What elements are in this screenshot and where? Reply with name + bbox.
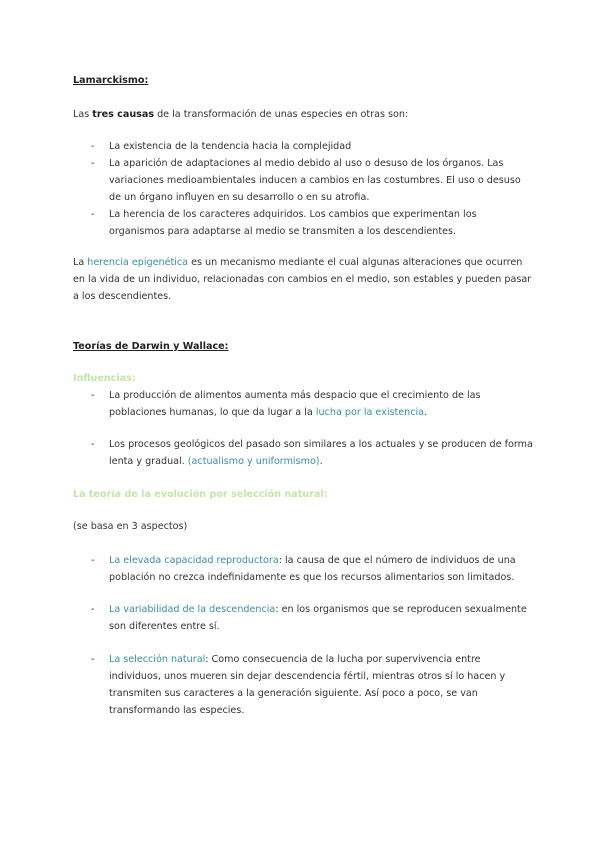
epigenetic-paragraph xyxy=(73,254,533,305)
cause-text: La aparición de adaptaciones al medio debido al uso o desuso de los órganos. Las variaciones medioambientales inducen a cambios en las costumbres. El uso o desuso de un órgano influyen en su desarrollo o en su atrofia. xyxy=(109,158,521,203)
three-causes-intro xyxy=(73,106,533,123)
dash-bullet: - xyxy=(91,555,95,566)
influence-text: Los procesos geológicos del pasado son similares a los actuales y se producen de forma lenta y gradual. xyxy=(109,439,533,467)
intro-text-end: de la transformación de unas especies en otras son: xyxy=(154,109,409,120)
causes-list xyxy=(73,138,533,240)
influence-text: La producción de alimentos aumenta más despacio que el crecimiento de las poblaciones humanas, lo que da lugar a la xyxy=(109,390,481,418)
aspect-text: : la causa de que el número de individuos de una población no crezca indefinidamente es que los recursos alimentarios son limitados. xyxy=(109,555,516,583)
list-item xyxy=(73,155,533,206)
intro-text: Las xyxy=(73,109,93,120)
variability-term: La variabilidad de la descendencia xyxy=(109,604,276,615)
influences-label: Influencias: xyxy=(73,373,136,384)
dash-bullet: - xyxy=(91,390,95,401)
darwin-wallace-heading: Teorías de Darwin y Wallace: xyxy=(73,341,229,352)
dash-bullet: - xyxy=(91,654,95,665)
cause-text: La existencia de la tendencia hacia la complejidad xyxy=(109,141,352,152)
list-item xyxy=(73,552,533,586)
list-item xyxy=(73,387,533,421)
list-item xyxy=(73,206,533,240)
reproductive-capacity-term: La elevada capacidad reproductora xyxy=(109,555,279,566)
lamarckism-heading: Lamarckismo: xyxy=(73,75,149,86)
dash-bullet: - xyxy=(91,439,95,450)
natural-selection-term: La selección natural xyxy=(109,654,206,665)
list-item xyxy=(73,651,533,719)
influence-text-end: . xyxy=(319,456,323,467)
epi-text-end: es un mecanismo mediante el cual algunas alteraciones que ocurren en la vida de un individuo, relacionadas con cambios en el medio, son estables y pueden pasar a los descendientes. xyxy=(73,257,532,302)
dash-bullet: - xyxy=(91,141,95,152)
influence-text-end: . xyxy=(424,407,428,418)
epi-text: La xyxy=(73,257,88,268)
aspects-list-2 xyxy=(73,601,533,635)
list-item xyxy=(73,138,533,155)
aspects-list-1 xyxy=(73,552,533,586)
based-on-note: (se basa en 3 aspectos) xyxy=(73,521,188,532)
natural-selection-theory-label: La teoría de la evolución por selección natural: xyxy=(73,489,328,500)
three-causes-bold: tres causas xyxy=(92,109,155,120)
aspect-text: : Como consecuencia de la lucha por supervivencia entre individuos, unos mueren sin dejar descendencia fértil, mientras otros sí lo hacen y transmiten sus caracteres a la generación siguiente. Así poco a poco, se van transformando las especies. xyxy=(109,654,506,716)
influences-list xyxy=(73,387,533,421)
list-item xyxy=(73,601,533,635)
dash-bullet: - xyxy=(91,158,95,169)
list-item xyxy=(73,436,533,470)
aspects-list-3 xyxy=(73,651,533,719)
cause-text: La herencia de los caracteres adquiridos. Los cambios que experimentan los organismos para adaptarse al medio se transmiten a los descendientes. xyxy=(109,209,477,237)
epigenetic-term: herencia epigenética xyxy=(87,257,189,268)
dash-bullet: - xyxy=(91,604,95,615)
aspect-text: : en los organismos que se reproducen sexualmente son diferentes entre sí. xyxy=(109,604,527,632)
influences-list-2 xyxy=(73,436,533,470)
actualism-term: (actualismo y uniformismo) xyxy=(187,456,320,467)
struggle-for-existence-term: lucha por la existencia xyxy=(315,407,425,418)
dash-bullet: - xyxy=(91,209,95,220)
